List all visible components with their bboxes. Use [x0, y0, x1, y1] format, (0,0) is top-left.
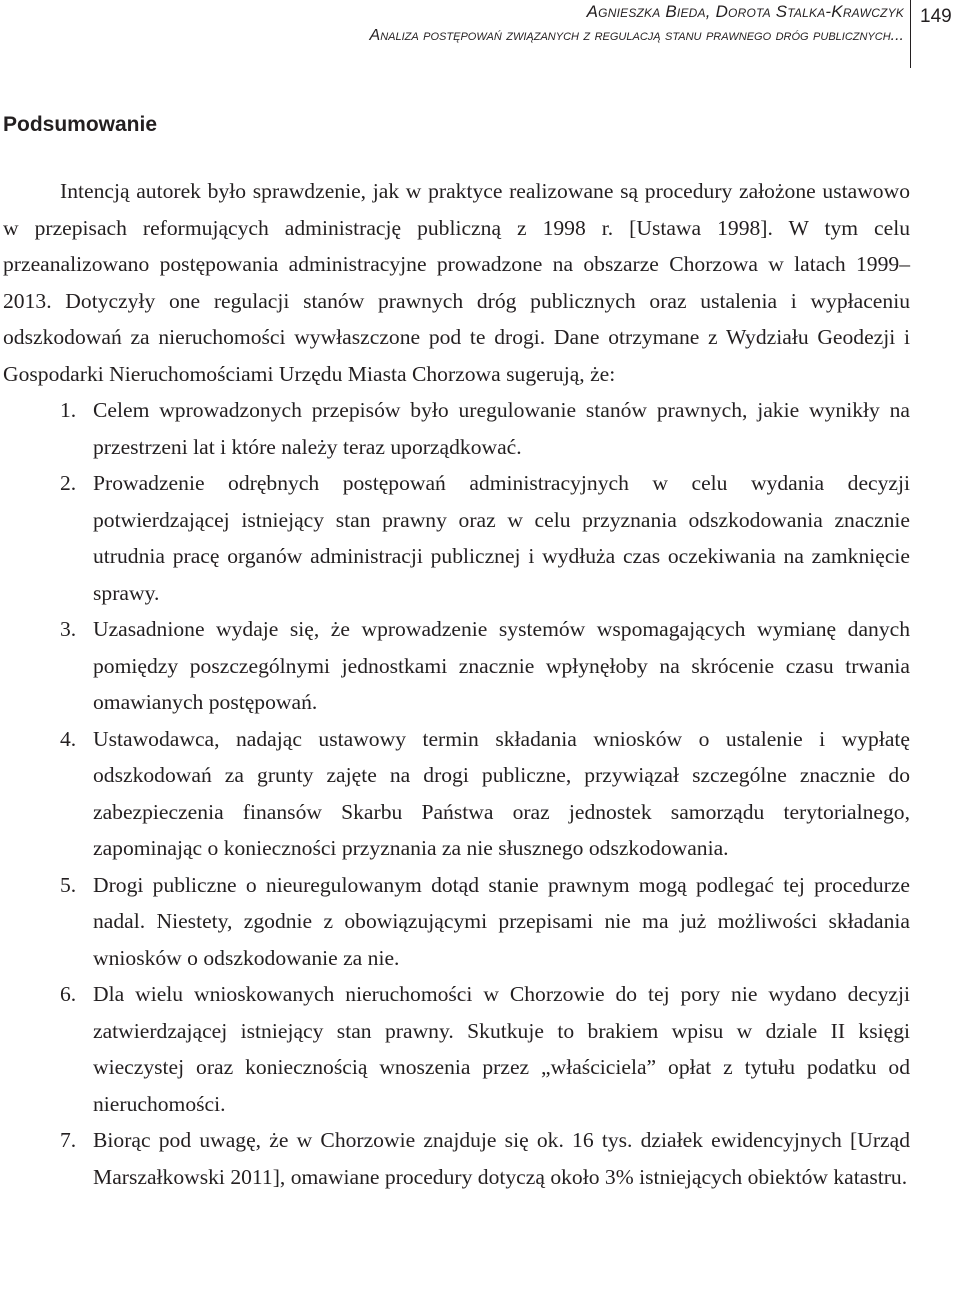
list-item-number: 4.: [60, 726, 77, 751]
list-item-number: 6.: [60, 982, 77, 1006]
header-divider: [910, 0, 911, 68]
section-heading: Podsumowanie: [3, 113, 158, 136]
list-item-text: Ustawodawca, nadając ustawowy termin składania wniosków o ustalenie i wypłatę odszkodowań za grunty zajęte na drogi publiczne, przywiązał szczególne znacznie do zabezpieczenia finansów Skarbu Państwa oraz jednostek samorządu terytorialnego, zapominając o konieczności przyznania za nie słusznego odszkodowania.: [93, 726, 910, 860]
findings-list: [3, 392, 910, 1195]
list-item-number: 2.: [60, 471, 77, 495]
running-header: [0, 0, 960, 70]
list-item-text: Uzasadnione wydaje się, że wprowadzenie systemów wspomagających wymianę danych pomiędzy poszczególnymi jednostkami znacznie wpłynęłoby na skrócenie czasu trwania omawianych postępowań.: [93, 617, 910, 714]
list-item-number: 1.: [60, 398, 77, 422]
list-item-text: Celem wprowadzonych przepisów było uregulowanie stanów prawnych, jakie wynikły na przestrzeni lat i które należy teraz uporządkować.: [93, 398, 910, 459]
header-authors: Agnieszka Bieda, Dorota Stalka-Krawczyk: [586, 2, 904, 21]
section-body: [3, 173, 910, 1195]
list-item-text: Dla wielu wnioskowanych nieruchomości w Chorzowie do tej pory nie wydano decyzji zatwierdzającej istniejący stan prawny. Skutkuje to brakiem wpisu w dziale II księgi wieczystej oraz koniecznością wnoszenia przez „właściciela” opłat z tytułu podatku od nieruchomości.: [93, 982, 910, 1116]
list-item-text: Biorąc pod uwagę, że w Chorzowie znajduje się ok. 16 tys. działek ewidencyjnych [Urząd Marszałkowski 2011], omawiane procedury dotyczą około 3% istniejących obiektów katastru.: [93, 1128, 910, 1189]
list-item-text: Drogi publiczne o nieuregulowanym dotąd stanie prawnym mogą podlegać tej procedurze nadal. Niestety, zgodnie z obowiązującymi przepisami nie ma już możliwości składania wniosków o odszkodowanie za nie.: [93, 872, 910, 970]
header-article-title: Analiza postępowań związanych z regulacją stanu prawnego dróg publicznych...: [369, 27, 904, 44]
list-item: [3, 392, 910, 465]
list-item-number: 3.: [60, 617, 77, 641]
page-number: 149: [920, 6, 952, 27]
list-item: [3, 976, 910, 1122]
list-item: [3, 867, 910, 977]
list-item: [3, 465, 910, 611]
list-item-text: Prowadzenie odrębnych postępowań administracyjnych w celu wydania decyzji potwierdzającej istniejący stan prawny oraz w celu przyznania odszkodowania znacznie utrudnia pracę organów administracji publicznej i wydłuża czas oczekiwania na zamknięcie sprawy.: [93, 471, 910, 605]
list-item-number: 5.: [60, 872, 77, 897]
list-item-number: 7.: [60, 1128, 77, 1152]
list-item: [3, 721, 910, 867]
list-item: [3, 1122, 910, 1195]
list-item: [3, 611, 910, 721]
intro-paragraph: Intencją autorek było sprawdzenie, jak w praktyce realizowane są procedury założone ustawowo w przepisach reformujących administrację publiczną z 1998 r. [Ustawa 1998]. W tym celu przeanalizowano postępowania administracyjne prowadzone na obszarze Chorzowa w latach 1999–2013. Dotyczyły one regulacji stanów prawnych dróg publicznych oraz ustalenia i wypłaceniu odszkodowań za nieruchomości wywłaszczone pod te drogi. Dane otrzymane z Wydziału Geodezji i Gospodarki Nieruchomościami Urzędu Miasta Chorzowa sugerują, że:: [3, 179, 910, 386]
